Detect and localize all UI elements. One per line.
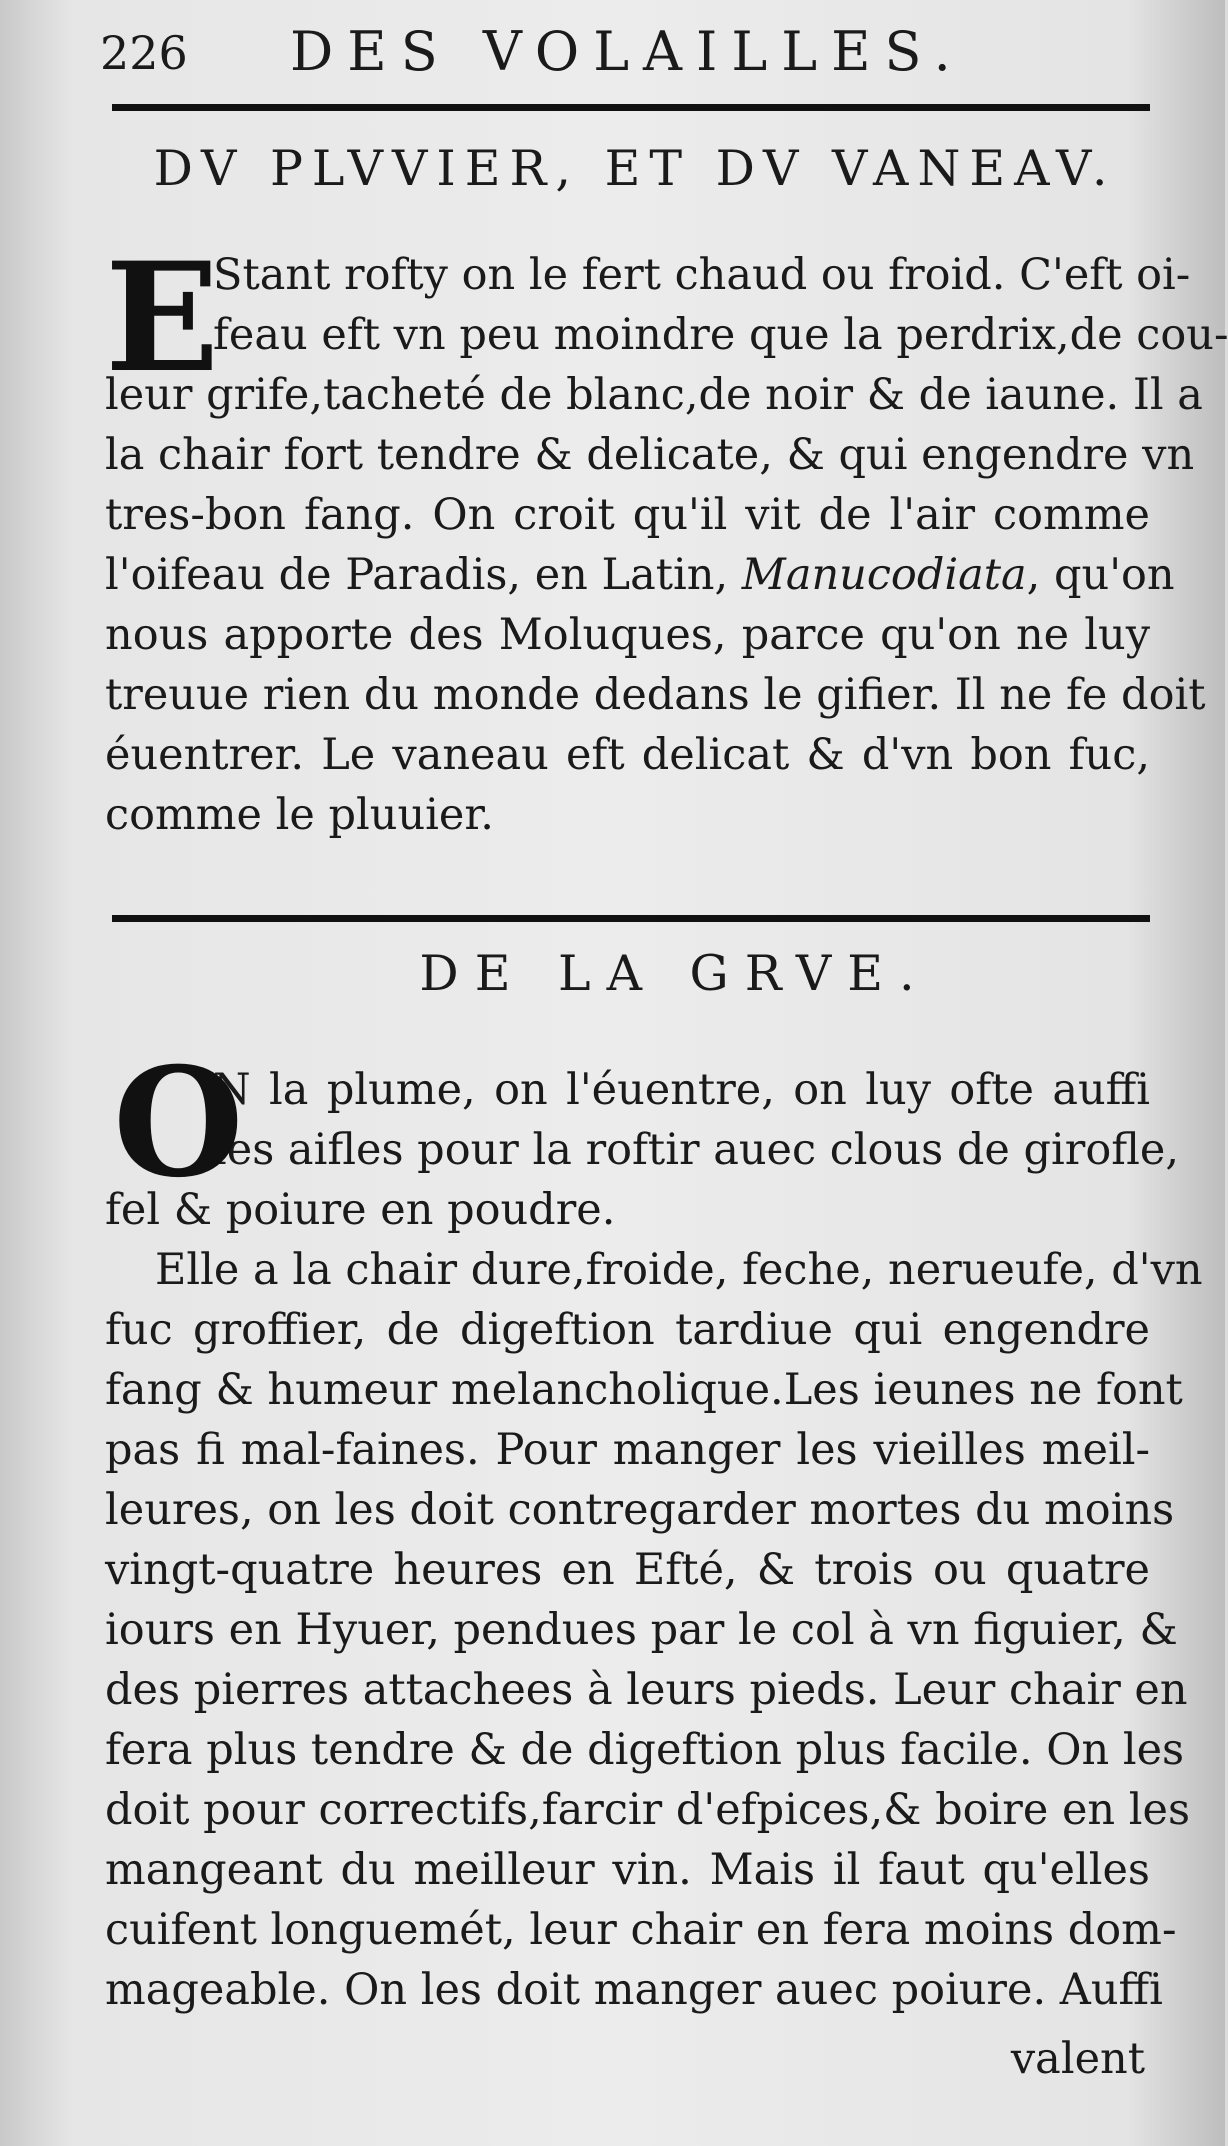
text-line: mangeant du meilleur vin. Mais il faut qu'elles [105, 1845, 1150, 1895]
text-line: feau eft vn peu moindre que la perdrix,de cou- [213, 310, 1228, 360]
text-fragment: , qu'on [1026, 550, 1175, 600]
catchword: valent [1010, 2034, 1145, 2084]
text-line: les aifles pour la roftir auec clous de girofle, [213, 1125, 1180, 1175]
top-rule [112, 104, 1150, 111]
drop-cap-o: O [113, 1035, 244, 1211]
section-rule [112, 915, 1150, 922]
text-line: éuentrer. Le vaneau eft delicat & d'vn bon fuc, [105, 730, 1150, 780]
section-title-pluvier: DV PLVVIER, ET DV VANEAV. [153, 140, 1117, 197]
text-line: vingt-quatre heures en Efté, & trois ou quatre [105, 1545, 1150, 1595]
text-line: fuc groffier, de digeftion tardiue qui engendre [105, 1305, 1150, 1355]
text-fragment: l'oifeau de Paradis, en Latin, [105, 550, 742, 600]
text-line: tres-bon fang. On croit qu'il vit de l'air comme [105, 490, 1150, 540]
text-line: fel & poiure en poudre. [105, 1185, 616, 1235]
text-line: Elle a la chair dure,froide, feche, nerueufe, d'vn [155, 1245, 1203, 1295]
section-title-grue: DE LA GRVE. [419, 945, 931, 1002]
text-line: cuifent longuemét, leur chair en fera moins dom- [105, 1905, 1177, 1955]
text-line: mageable. On les doit manger auec poiure. Auffi [105, 1965, 1163, 2015]
latin-term: Manucodiata [741, 550, 1027, 600]
text-line: comme le pluuier. [105, 790, 494, 840]
text-line: iours en Hyuer, pendues par le col à vn figuier, & [105, 1605, 1178, 1655]
drop-cap-e: E [105, 230, 220, 406]
text-line: fera plus tendre & de digeftion plus facile. On les [105, 1725, 1185, 1775]
text-line: nous apporte des Moluques, parce qu'on ne luy [105, 610, 1150, 660]
text-line: pas fi mal-faines. Pour manger les vieilles meil- [105, 1425, 1150, 1475]
page-number: 226 [100, 26, 188, 80]
text-line: doit pour correctifs,farcir d'efpices,& boire en les [105, 1785, 1191, 1835]
section-body-pluvier [105, 230, 1228, 845]
text-line: leur grife,tacheté de blanc,de noir & de iaune. Il a [105, 370, 1203, 420]
text-line: Stant rofty on le fert chaud ou froid. C'eft oi- [213, 250, 1191, 300]
text-line: leures, on les doit contregarder mortes du moins [105, 1485, 1175, 1535]
text-line: treuue rien du monde dedans le gifier. Il ne fe doit [105, 670, 1206, 720]
text-line-latin [105, 545, 1175, 605]
running-title: DES VOLAILLES. [290, 20, 965, 83]
text-line: fang & humeur melancholique.Les ieunes ne font [105, 1365, 1183, 1415]
section-body-grue [105, 1035, 1203, 2020]
page-header [100, 20, 1160, 90]
text-line: N la plume, on l'éuentre, on luy ofte auffi [213, 1065, 1150, 1115]
text-line: la chair fort tendre & delicate, & qui engendre vn [105, 430, 1195, 480]
text-line: des pierres attachees à leurs pieds. Leur chair en [105, 1665, 1188, 1715]
